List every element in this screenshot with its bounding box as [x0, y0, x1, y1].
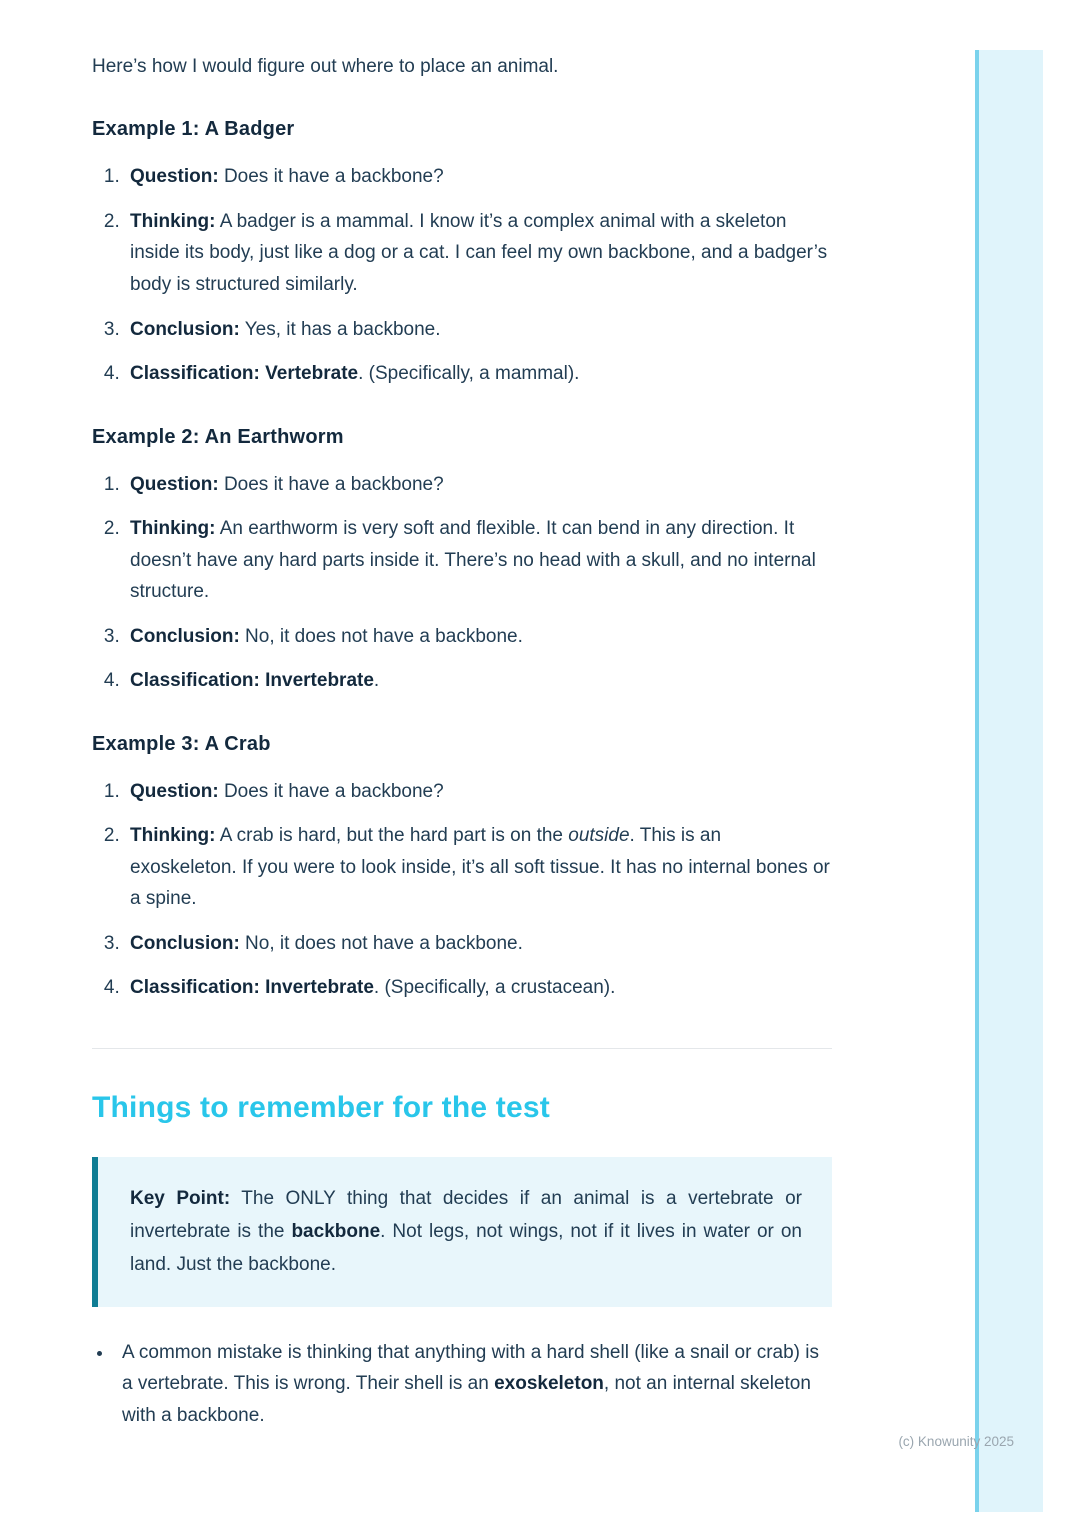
intro-paragraph: Here’s how I would figure out where to place an animal.: [92, 56, 559, 77]
step-item: 2. Thinking: A badger is a mammal. I know it’s a complex animal with a skeleton inside its body, just like a dog or a cat. I can feel my own backbone, and a badger’s body is structured similarly.: [125, 206, 832, 301]
footer-credit: (c) Knowunity 2025: [898, 1434, 1014, 1449]
step-item: 1. Question: Does it have a backbone?: [125, 776, 832, 808]
step-item: 4. Classification: Invertebrate. (Specifically, a crustacean).: [125, 972, 832, 1004]
example-section-1: [92, 118, 832, 389]
step-item: 2. Thinking: An earthworm is very soft and flexible. It can bend in any direction. It doesn’t have any hard parts inside it. There’s no head with a skull, and no internal structure.: [125, 513, 832, 608]
example-steps-list: [125, 469, 832, 697]
notes-list: [114, 1337, 832, 1432]
step-item: 1. Question: Does it have a backbone?: [125, 161, 832, 193]
step-item: 3. Conclusion: No, it does not have a backbone.: [125, 928, 832, 960]
page-side-strip: [975, 50, 1043, 1512]
section-divider: [92, 1048, 832, 1049]
step-item: 4. Classification: Vertebrate. (Specifically, a mammal).: [125, 358, 832, 390]
key-point-callout: Key Point: The ONLY thing that decides if an animal is a vertebrate or invertebrate is the backbone. Not legs, not wings, not if it lives in water or on land. Just the backbone.: [92, 1157, 832, 1307]
step-item: 3. Conclusion: Yes, it has a backbone.: [125, 314, 832, 346]
example-heading: Example 2: An Earthworm: [92, 425, 344, 448]
example-steps-list: [125, 776, 832, 1004]
document-page: [92, 52, 832, 1431]
note-item: • A common mistake is thinking that anything with a hard shell (like a snail or crab) is a vertebrate. This is wrong. Their shell is an exoskeleton, not an internal skeleton with a backbone.: [114, 1337, 832, 1432]
step-item: 3. Conclusion: No, it does not have a backbone.: [125, 621, 832, 653]
example-section-3: [92, 733, 832, 1004]
example-section-2: [92, 426, 832, 697]
step-item: 2. Thinking: A crab is hard, but the hard part is on the outside. This is an exoskeleton. If you were to look inside, it’s all soft tissue. It has no internal bones or a spine.: [125, 820, 832, 915]
example-steps-list: [125, 161, 832, 389]
example-heading: Example 1: A Badger: [92, 118, 295, 141]
section-heading: Things to remember for the test: [92, 1090, 550, 1124]
step-item: 1. Question: Does it have a backbone?: [125, 469, 832, 501]
step-item: 4. Classification: Invertebrate.: [125, 665, 832, 697]
example-heading: Example 3: A Crab: [92, 732, 271, 755]
